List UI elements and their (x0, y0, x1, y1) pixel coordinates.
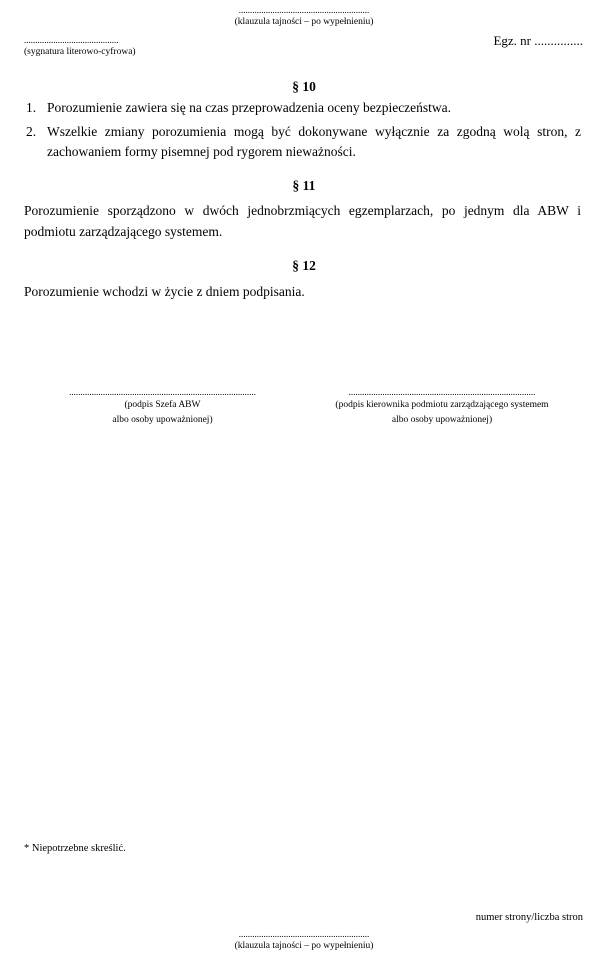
list-item-text: Wszelkie zmiany porozumienia mogą być dokonywane wyłącznie za zgodną wolą stron, z zachowaniem formy pisemnej pod rygorem nieważności. (47, 124, 581, 159)
section-text-11: Porozumienie sporządzono w dwóch jednobrzmiących egzemplarzach, po jednym dla ABW i podmiotu zarządzającego systemem. (24, 203, 581, 239)
signature-label: (sygnatura literowo-cyfrowa) (24, 47, 136, 57)
section-heading-12: § 12 (292, 258, 316, 273)
list-item-number: 1. (26, 100, 37, 115)
bottom-clause-label: (klauzula tajności – po wypełnieniu) (234, 941, 374, 951)
signature-caption-line1: (podpis kierownika podmiotu zarządzającego systemem (335, 400, 549, 410)
list-item-number: 2. (26, 124, 37, 139)
signature-block-abw (30, 386, 295, 428)
list-item-text: Porozumienie zawiera się na czas przeprowadzenia oceny bezpieczeństwa. (47, 100, 452, 115)
signature-caption-line2: albo osoby upoważnionej) (112, 415, 213, 425)
signature-dots: .......................................... (24, 35, 119, 45)
top-clause-label: (klauzula tajności – po wypełnieniu) (234, 17, 374, 27)
section-heading-11: § 11 (292, 178, 316, 193)
signature-caption-line2: albo osoby upoważnionej) (391, 415, 493, 425)
signature-caption-line1: (podpis Szefa ABW (124, 400, 201, 410)
page-number-label: numer strony/liczba stron (475, 912, 583, 923)
signature-line: ................................................................................... (348, 387, 536, 397)
signature-line: ................................................................................... (69, 387, 256, 397)
top-clause-dots: .......................................................... (238, 5, 370, 15)
signature-block-manager (308, 386, 576, 428)
section-text-12: Porozumienie wchodzi w życie z dniem podpisania. (24, 284, 305, 299)
footnote: * Niepotrzebne skreślić. (24, 843, 126, 854)
bottom-clause-dots: .......................................................... (238, 929, 370, 939)
copy-number: Egz. nr ............... (493, 33, 583, 48)
section-heading-10: § 10 (292, 79, 316, 94)
